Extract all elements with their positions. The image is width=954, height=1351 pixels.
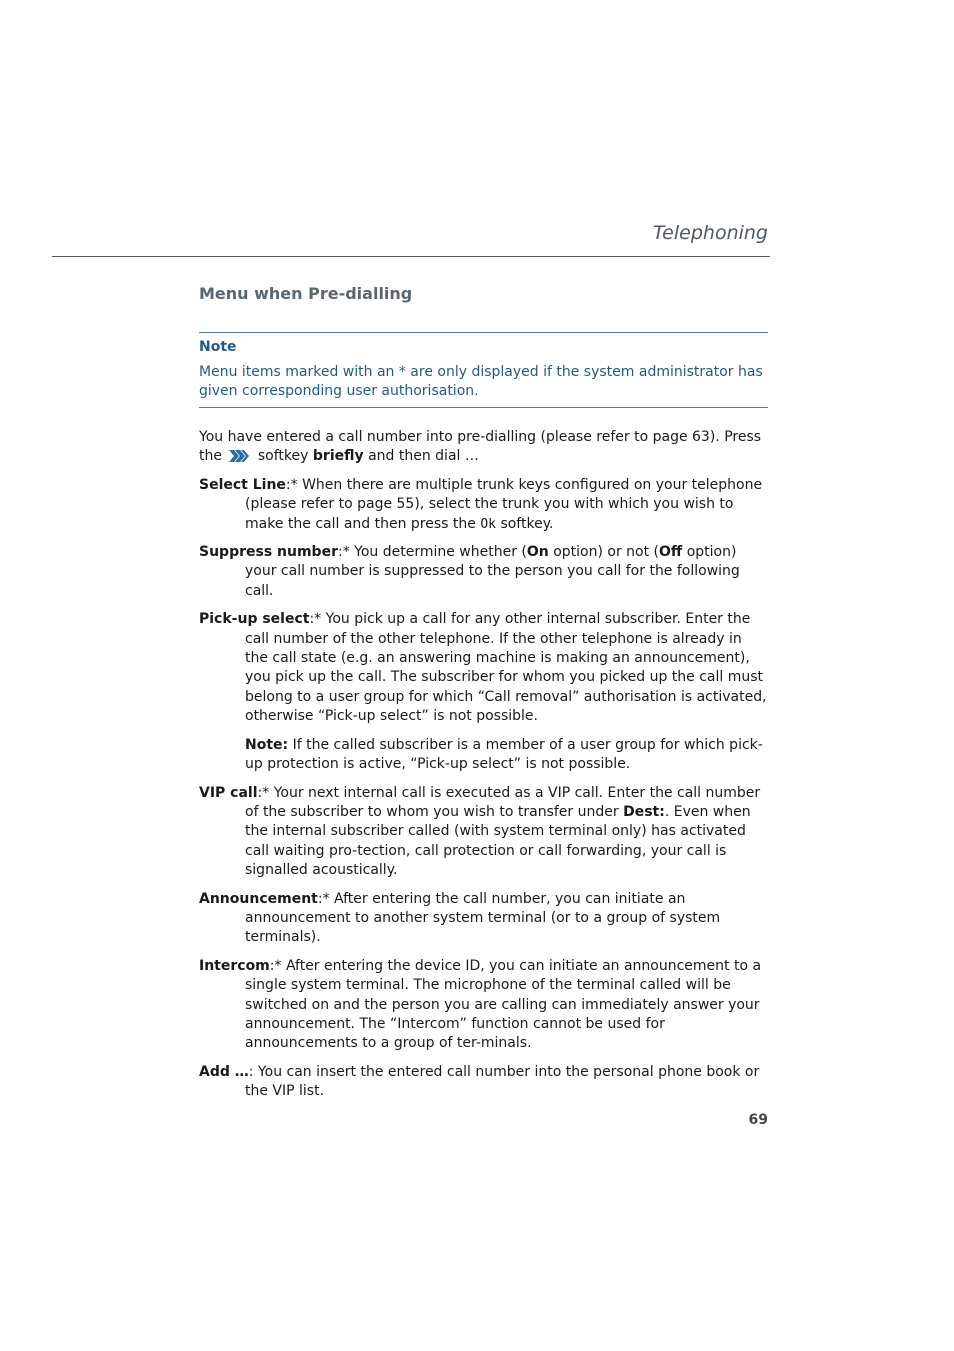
- term-add: Add …: [199, 1063, 249, 1080]
- intro-bold: briefly: [312, 448, 364, 465]
- entry-text: option) your call number is suppressed to the person you call for the following call.: [245, 544, 740, 599]
- option-off: Off: [659, 544, 683, 561]
- note-title: Note: [199, 339, 237, 355]
- term-vip-call: VIP call: [199, 784, 258, 801]
- page-body: [199, 428, 768, 1111]
- menu-entry-intercom: [199, 957, 768, 1054]
- entry-text: :* When there are multiple trunk keys configured on your telephone (please refer to page 55), select the trunk you with which you wish to make the call and then press the: [245, 476, 763, 532]
- note-box: [199, 332, 768, 408]
- intro-softkey-word: softkey: [257, 448, 309, 465]
- page-number: 69: [748, 1112, 768, 1128]
- entry-text: :* You determine whether (: [337, 544, 527, 561]
- forward-arrows-icon: [228, 448, 250, 464]
- option-on: On: [526, 544, 549, 561]
- menu-entry-vip-call: [199, 784, 768, 881]
- term-announcement: Announcement: [199, 890, 318, 907]
- entry-text: :* After entering the call number, you can initiate an announcement to another system terminal (or to a group of system terminals).: [245, 890, 721, 946]
- menu-entry-pickup-select: [199, 610, 768, 726]
- menu-entry-announcement: [199, 890, 768, 948]
- dest-label: Dest:: [623, 803, 665, 820]
- section-heading: Menu when Pre-dialling: [199, 284, 413, 303]
- note-label: Note:: [245, 736, 289, 753]
- intro-text: You have entered a call number into pre-dialling (please refer to page 63). Press the: [199, 429, 762, 465]
- header-divider: [52, 256, 770, 257]
- term-select-line: Select Line: [199, 476, 286, 493]
- intro-paragraph: [199, 428, 768, 467]
- menu-entry-add: [199, 1063, 768, 1102]
- entry-text: . Even when the internal subscriber called (with system terminal only) has activated call waiting pro-tection, call protection or call forwarding, your call is signalled acoustically.: [245, 803, 751, 879]
- entry-text: :* After entering the device ID, you can initiate an announcement to a single system terminal. The microphone of the terminal called will be switched on and the person you are calling can immediately answer your announcement. The “Intercom” function cannot be used for announcements to a group of ter-minals.: [245, 957, 762, 1052]
- term-pickup-select: Pick-up select: [199, 611, 310, 628]
- entry-text: If the called subscriber is a member of a user group for which pick-up protection is active, “Pick-up select” is not possible.: [245, 736, 763, 773]
- intro-tail: and then dial …: [368, 448, 479, 465]
- entry-text: :* Your next internal call is executed as a VIP call. Enter the call number of the subscriber to whom you wish to transfer under: [245, 784, 761, 820]
- running-header: Telephoning: [652, 222, 768, 244]
- menu-entry-select-line: [199, 476, 768, 534]
- entry-text: :* You pick up a call for any other internal subscriber. Enter the call number of the other telephone. If the other telephone is already in the call state (e.g. an answering machine is making an announcement), you pick up the call. The subscriber for whom you picked up the call must belong to a user group for which “Call removal” authorisation is activated, otherwise “Pick-up select” is not possible.: [245, 611, 767, 725]
- entry-text: softkey.: [500, 515, 554, 532]
- term-intercom: Intercom: [199, 957, 270, 974]
- entry-text: : You can insert the entered call number into the personal phone book or the VIP list.: [245, 1063, 760, 1100]
- menu-entry-suppress-number: [199, 543, 768, 601]
- pickup-note: [245, 736, 768, 775]
- ok-key-label: Ok: [480, 516, 496, 532]
- term-suppress-number: Suppress number: [199, 544, 338, 561]
- entry-text: option) or not (: [553, 544, 660, 561]
- note-text: Menu items marked with an * are only displayed if the system administrator has given corresponding user authorisation.: [199, 363, 763, 399]
